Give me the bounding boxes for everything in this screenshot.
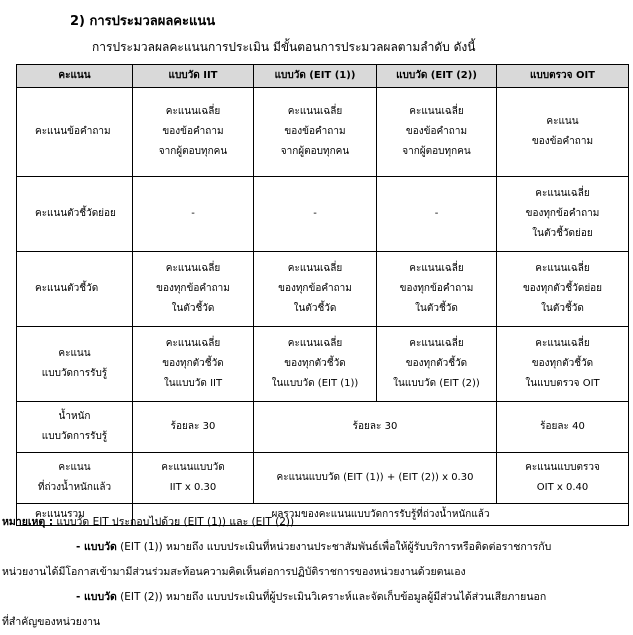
row-label-question-score: คะแนนข้อคำถาม <box>17 88 133 177</box>
note-line <box>0 585 633 610</box>
header-eit2: แบบวัด (EIT (2)) <box>377 65 497 88</box>
cell-eit1: - <box>254 177 377 252</box>
note-text: (EIT (1)) หมายถึง แบบประเมินที่หน่วยงานประชาสัมพันธ์เพื่อให้ผู้รับบริการหรือติดต่อราชการกับ <box>120 541 552 553</box>
cell-iit: คะแนนเฉลี่ย ของข้อคำถาม จากผู้ตอบทุกคน <box>133 88 254 177</box>
note-line <box>0 535 633 560</box>
cell-oit: คะแนนแบบตรวจ OIT x 0.40 <box>497 453 629 504</box>
notes-section <box>0 510 633 635</box>
cell-eit2: คะแนนเฉลี่ย ของทุกข้อคำถาม ในตัวชี้วัด <box>377 252 497 327</box>
cell-oit: คะแนนเฉลี่ย ของทุกตัวชี้วัด ในแบบตรวจ OIT <box>497 327 629 402</box>
note-label: หมายเหตุ : <box>2 516 54 528</box>
cell-iit: คะแนนแบบวัด IIT x 0.30 <box>133 453 254 504</box>
cell-eit-merged: ร้อยละ 30 <box>254 402 497 453</box>
header-oit: แบบตรวจ OIT <box>497 65 629 88</box>
cell-iit: คะแนนเฉลี่ย ของทุกตัวชี้วัด ในแบบวัด IIT <box>133 327 254 402</box>
cell-eit2: คะแนนเฉลี่ย ของข้อคำถาม จากผู้ตอบทุกคน <box>377 88 497 177</box>
note-line <box>0 560 633 585</box>
cell-total-merged: ผลรวมของคะแนนแบบวัดการรับรู้ที่ถ่วงน้ำหนักแล้ว <box>133 504 629 526</box>
table-row <box>17 88 629 177</box>
note-line <box>0 610 633 635</box>
note-text: แบบวัด EIT ประกอบไปด้วย (EIT (1)) และ (EIT (2)) <box>56 516 295 528</box>
note-bold-prefix: - แบบวัด <box>76 591 117 603</box>
intro-paragraph: การประมวลผลคะแนนการประเมิน มีขั้นตอนการประมวลผลตามลำดับ ดังนี้ <box>92 40 476 54</box>
row-label-weighted-score: คะแนน ที่ถ่วงน้ำหนักแล้ว <box>17 453 133 504</box>
note-line <box>0 510 633 535</box>
table-row <box>17 177 629 252</box>
row-label-perception-score: คะแนน แบบวัดการรับรู้ <box>17 327 133 402</box>
note-text: หน่วยงานได้มีโอกาสเข้ามามีส่วนร่วมสะท้อนความคิดเห็นต่อการปฏิบัติราชการของหน่วยงานด้วยตนเอง <box>2 566 466 578</box>
table-row <box>17 327 629 402</box>
cell-oit: ร้อยละ 40 <box>497 402 629 453</box>
row-label-total-score: คะแนนรวม <box>17 504 133 526</box>
header-iit: แบบวัด IIT <box>133 65 254 88</box>
table-row <box>17 402 629 453</box>
cell-oit: คะแนนเฉลี่ย ของทุกตัวชี้วัดย่อย ในตัวชี้วัด <box>497 252 629 327</box>
table-row <box>17 252 629 327</box>
cell-oit: คะแนนเฉลี่ย ของทุกข้อคำถาม ในตัวชี้วัดย่อย <box>497 177 629 252</box>
row-label-indicator-score: คะแนนตัวชี้วัด <box>17 252 133 327</box>
header-eit1: แบบวัด (EIT (1)) <box>254 65 377 88</box>
cell-eit1: คะแนนเฉลี่ย ของทุกข้อคำถาม ในตัวชี้วัด <box>254 252 377 327</box>
note-bold-prefix: - แบบวัด <box>76 541 117 553</box>
cell-eit-merged: คะแนนแบบวัด (EIT (1)) + (EIT (2)) x 0.30 <box>254 453 497 504</box>
cell-eit1: คะแนนเฉลี่ย ของข้อคำถาม จากผู้ตอบทุกคน <box>254 88 377 177</box>
note-text: ที่สำคัญของหน่วยงาน <box>2 616 101 628</box>
cell-eit2: คะแนนเฉลี่ย ของทุกตัวชี้วัด ในแบบวัด (EIT (2)) <box>377 327 497 402</box>
cell-eit2: - <box>377 177 497 252</box>
cell-oit: คะแนน ของข้อคำถาม <box>497 88 629 177</box>
cell-iit: คะแนนเฉลี่ย ของทุกข้อคำถาม ในตัวชี้วัด <box>133 252 254 327</box>
table-row <box>17 453 629 504</box>
cell-iit: ร้อยละ 30 <box>133 402 254 453</box>
row-label-sub-indicator-score: คะแนนตัวชี้วัดย่อย <box>17 177 133 252</box>
section-heading: 2) การประมวลผลคะแนน <box>70 14 216 29</box>
score-processing-table <box>16 64 629 526</box>
note-text: (EIT (2)) หมายถึง แบบประเมินที่ผู้ประเมินวิเคราะห์และจัดเก็บข้อมูลผู้มีส่วนได้ส่วนเสียภายนอก <box>120 591 547 603</box>
row-label-weight: น้ำหนัก แบบวัดการรับรู้ <box>17 402 133 453</box>
cell-eit1: คะแนนเฉลี่ย ของทุกตัวชี้วัด ในแบบวัด (EIT (1)) <box>254 327 377 402</box>
table-header-row <box>17 65 629 88</box>
cell-iit: - <box>133 177 254 252</box>
header-score: คะแนน <box>17 65 133 88</box>
